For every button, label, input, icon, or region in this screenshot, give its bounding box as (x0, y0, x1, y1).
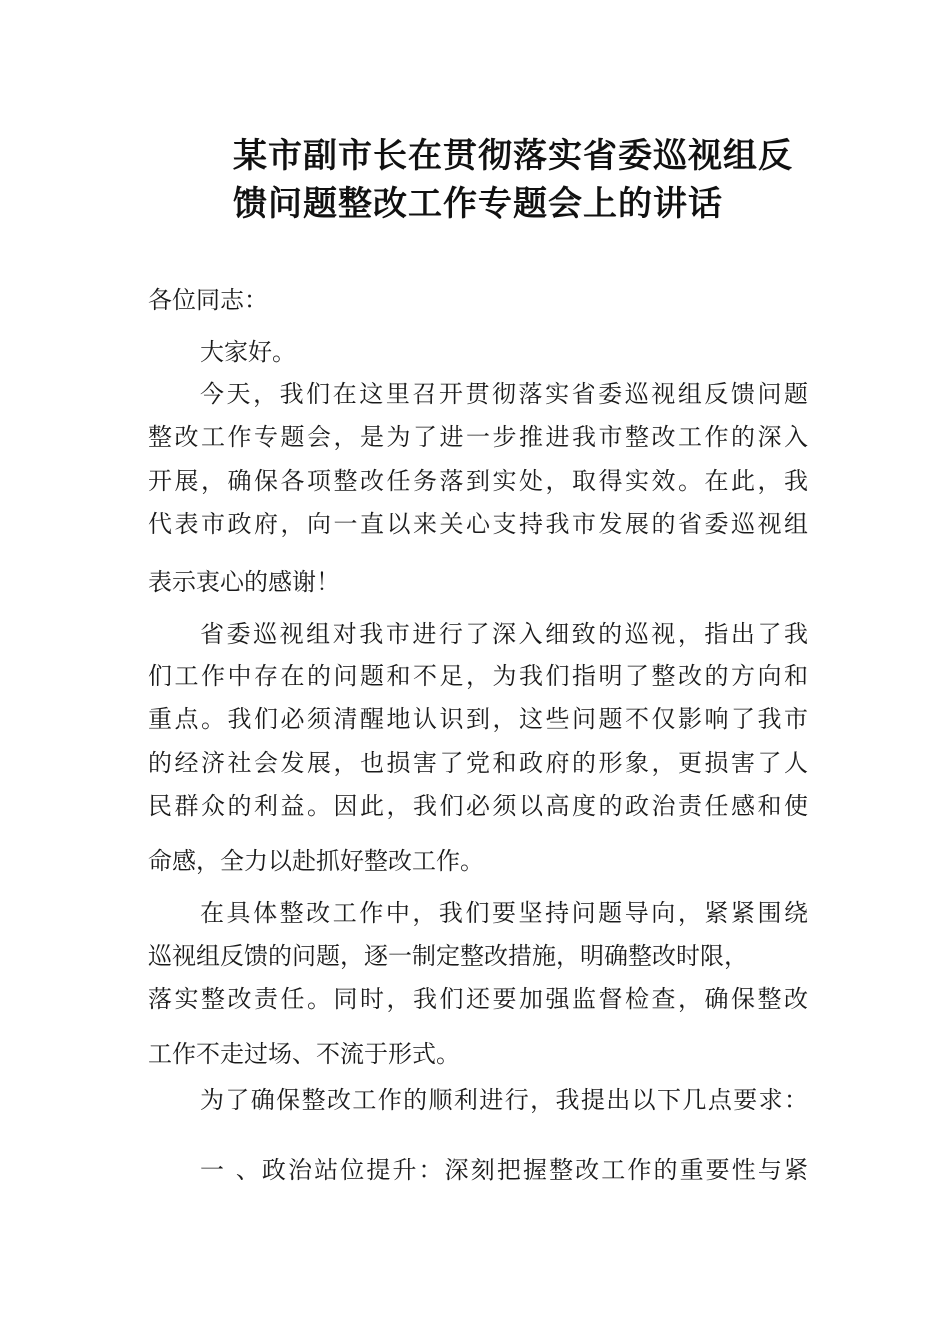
salutation: 各位同志： (148, 286, 268, 314)
greeting: 大家好。 (200, 338, 296, 366)
title-line-1: 某市副市长在贯彻落实省委巡视组反 (233, 136, 793, 176)
paragraph-2-line-6: 命感，全力以赴抓好整改工作。 (148, 847, 484, 875)
paragraph-2-line-2: 们工作中存在的问题和不足，为我们指明了整改的方向和 (148, 662, 808, 690)
paragraph-1-line-2: 整改工作专题会，是为了进一步推进我市整改工作的深入 (148, 423, 808, 451)
title-line-2: 馈问题整改工作专题会上的讲话 (233, 184, 723, 224)
paragraph-2-line-1: 省委巡视组对我市进行了深入细致的巡视，指出了我 (200, 620, 808, 648)
paragraph-2-line-4: 的经济社会发展，也损害了党和政府的形象，更损害了人 (148, 749, 808, 777)
paragraph-3-line-3: 落实整改责任。同时，我们还要加强监督检查，确保整改 (148, 985, 808, 1013)
paragraph-3-line-1: 在具体整改工作中，我们要坚持问题导向，紧紧围绕 (200, 899, 808, 927)
paragraph-3-line-4: 工作不走过场、不流于形式。 (148, 1040, 460, 1068)
paragraph-3-line-2: 巡视组反馈的问题，逐一制定整改措施，明确整改时限， (148, 942, 748, 970)
paragraph-1-line-1: 今天，我们在这里召开贯彻落实省委巡视组反馈问题 (200, 380, 808, 408)
document-title (233, 132, 813, 228)
paragraph-4: 为了确保整改工作的顺利进行，我提出以下几点要求： (200, 1086, 808, 1114)
paragraph-1-line-3: 开展，确保各项整改任务落到实处，取得实效。在此，我 (148, 467, 808, 495)
paragraph-1-line-4: 代表市政府，向一直以来关心支持我市发展的省委巡视组 (148, 510, 808, 538)
paragraph-1-line-5: 表示衷心的感谢！ (148, 568, 340, 596)
paragraph-2-line-5: 民群众的利益。因此，我们必须以高度的政治责任感和使 (148, 792, 808, 820)
paragraph-2-line-3: 重点。我们必须清醒地认识到，这些问题不仅影响了我市 (148, 705, 808, 733)
requirement-item-1: 一 、政治站位提升：深刻把握整改工作的重要性与紧 (200, 1156, 808, 1184)
